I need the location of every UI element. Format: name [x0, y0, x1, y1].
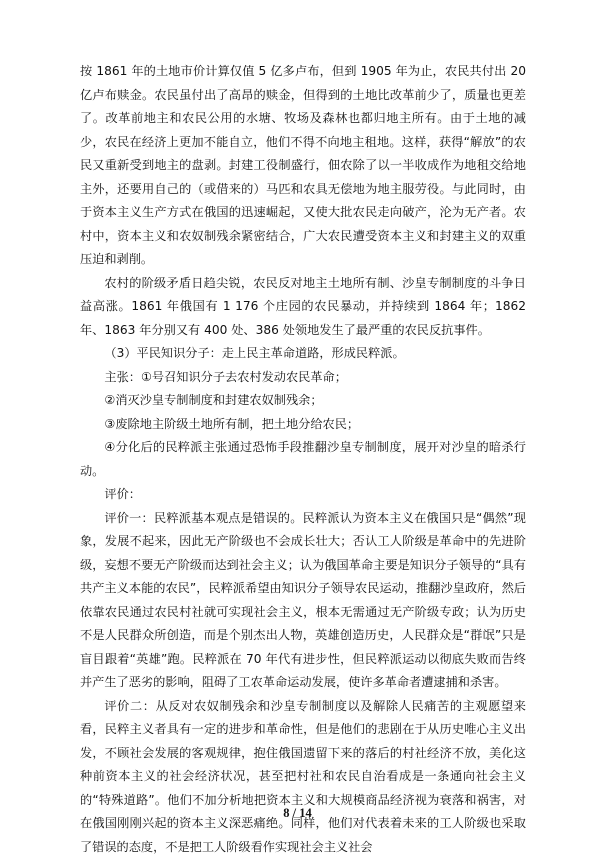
paragraph-evaluation-2: 评价二：从反对农奴制残余和沙皇专制制度以及解除人民痛苦的主观愿望来看，民粹主义者具有一定的进步和革命性，但是他们的悲剧在于从历史唯心主义出发，不顾社会发展的客观规律，抱住俄国遗留下来的落后的村社经济不放，美化这种前资本主义的社会经济状况，甚至把村社和农民自治看成是一条通向社会主义的“特殊道路”。他们不加分析地把资本主义和大规模商品经济视为衰落和祸害，对在俄国刚刚兴起的资本主义深恶痛绝。同样，他们对代表着未来的工人阶级也采取了错误的态度，不是把工人阶级看作实现社会主义社会	[80, 695, 526, 859]
paragraph-populist-heading: （3）平民知识分子：走上民主革命道路，形成民粹派。	[80, 342, 526, 366]
paragraph-claim-3: ③废除地主阶级土地所有制，把土地分给农民；	[80, 413, 526, 437]
paragraph-claim-2: ②消灭沙皇专制制度和封建农奴制残余；	[80, 389, 526, 413]
paragraph-claim-4: ④分化后的民粹派主张通过恐怖手段推翻沙皇专制制度，展开对沙皇的暗杀行动。	[80, 436, 526, 483]
body-text	[80, 60, 526, 859]
paragraph-evaluation-label: 评价：	[80, 483, 526, 507]
paragraph-claim-1: 主张：①号召知识分子去农村发动农民革命；	[80, 366, 526, 390]
paragraph-land-reform: 按 1861 年的土地市价计算仅值 5 亿多卢布，但到 1905 年为止，农民共付出 20 亿卢布赎金。农民虽付出了高昂的赎金，但得到的土地比改革前少了，质量也更差了。改革前地主和农民公用的水塘、牧场及森林也都归地主所有。由于土地的减少，农民在经济上更加不能自立，他们不得不向地主租地。这样，获得“解放”的农民又重新受到地主的盘剥。封建工役制盛行，佃农除了以一半收成作为地租交给地主外，还要用自己的（或借来的）马匹和农具无偿地为地主服劳役。与此同时，由于资本主义生产方式在俄国的迅速崛起，又使大批农民走向破产，沦为无产者。农村中，资本主义和农奴制残余紧密结合，广大农民遭受资本主义和封建主义的双重压迫和剥削。	[80, 60, 526, 272]
paragraph-peasant-uprisings: 农村的阶级矛盾日趋尖锐，农民反对地主土地所有制、沙皇专制制度的斗争日益高涨。1861 年俄国有 1 176 个庄园的农民暴动，并持续到 1864 年；1862 年、1863 年分别又有 400 处、386 处领地发生了最严重的农民反抗事件。	[80, 272, 526, 343]
page-number: 8 / 14	[0, 802, 595, 826]
paragraph-evaluation-1: 评价一：民粹派基本观点是错误的。民粹派认为资本主义在俄国只是“偶然”现象，发展不起来，因此无产阶级也不会成长壮大；否认工人阶级是革命中的先进阶级，妄想不要无产阶级而达到社会主义；认为俄国革命主要是知识分子领导的“具有共产主义本能的农民”，民粹派希望由知识分子领导农民运动，推翻沙皇政府，然后依靠农民通过农民村社就可实现社会主义，根本无需通过无产阶级专政；认为历史不是人民群众所创造，而是个别杰出人物，英雄创造历史，人民群众是“群氓”只是盲目跟着“英雄”跑。民粹派在 70 年代有进步性，但民粹派运动以彻底失败而告终并产生了恶劣的影响，阻碍了工农革命运动发展，使许多革命者遭逮捕和杀害。	[80, 507, 526, 695]
